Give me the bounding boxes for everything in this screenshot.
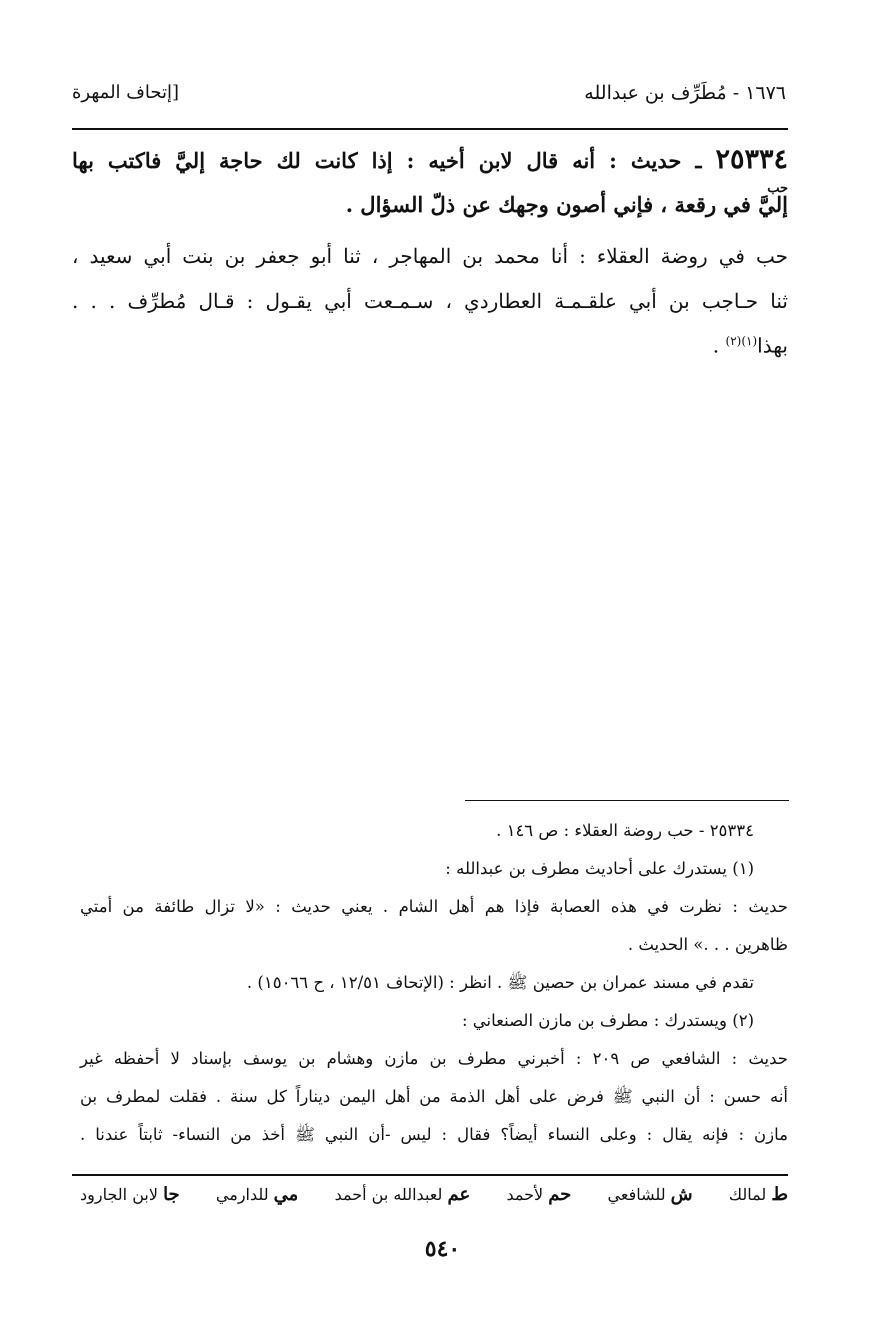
legend-item: مي للدارمي (215, 1184, 299, 1205)
legend-item: ط لمالك (728, 1184, 788, 1205)
footnote-1-line: حديث : نظرت في هذه العصابة فإذا هم أهل الشام . يعني حديث : «لا تزال طائفة من أمتي (80, 897, 788, 916)
footnotes (80, 812, 788, 1154)
legend-item: جا لابن الجارود (80, 1184, 180, 1205)
isnad-end: . (712, 333, 726, 358)
header-rule (72, 128, 788, 130)
page-number: ٥٤٠ (424, 1236, 461, 1262)
hadith-line-2 (72, 182, 788, 226)
hadith-line-4 (72, 274, 788, 318)
hadith-text-2: إليَّ في رقعة ، فإني أصون وجهك عن ذلّ السؤال . (345, 192, 788, 217)
isnad-text-2: ثنا حـاجب بن أبي علقـمـة العطاردي ، سـمـعت أبي يقـول : قـال مُطرِّف . . . (72, 289, 789, 313)
page-header (72, 80, 786, 116)
legend-item: عم لعبدالله بن أحمد (334, 1184, 471, 1205)
hadith-number: ٢٥٣٣٤ (715, 144, 789, 175)
footnote-2-line: حديث : الشافعي ص ٢٠٩ : أخبرني مطرف بن مازن وهشام بن يوسف بإسناد لا أحفظه غير (80, 1049, 788, 1068)
footnote-2-line: أنه حسن : أن النبي ﷺ فرض على أهل الذمة من أهل اليمن ديناراً كل سنة . فقلت لمطرف بن (80, 1087, 788, 1106)
footnotes-rule (465, 800, 789, 801)
footnote-1-title: (١) يستدرك على أحاديث مطرف بن عبدالله : (445, 859, 754, 878)
legend-rule (72, 1174, 788, 1176)
source-code-mark: حب (767, 181, 788, 196)
legend-item: حم لأحمد (506, 1184, 572, 1205)
hadith-entry (72, 142, 788, 358)
footnote-1-line: ظاهرين . . .» الحديث . (627, 935, 788, 954)
hadith-line-3 (72, 226, 788, 274)
hadith-text-1: ـ حديث : أنه قال لابن أخيه : إذا كانت لك حاجة إليَّ فاكتب بها (72, 148, 702, 173)
legend-item: ش للشافعي (607, 1184, 693, 1205)
footnote-1-line: تقدم في مسند عمران بن حصين ﷺ . انظر : (الإتحاف ١٢/٥١ ، ح ١٥٠٦٦) . (246, 973, 754, 992)
isnad-text-1: حب في روضة العقلاء : أنا محمد بن المهاجر ، ثنا أبو جعفر بن بنت أبي سعيد ، (72, 244, 788, 268)
running-title-chapter: ١٦٧٦ - مُطَرِّف بن عبدالله (584, 82, 786, 104)
hadith-line-5 (72, 318, 788, 358)
footnote-2-title: (٢) ويستدرك : مطرف بن مازن الصنعاني : (462, 1011, 754, 1030)
footnote-source: ٢٥٣٣٤ - حب روضة العقلاء : ص ١٤٦ . (496, 821, 754, 840)
footnote-refs: (١)(٢) (725, 334, 758, 348)
isnad-text-3: بهذا (757, 333, 788, 358)
running-title-book: [إتحاف المهرة (72, 82, 180, 103)
hadith-line-1 (72, 142, 788, 182)
abbreviation-legend (80, 1184, 788, 1205)
footnote-2-line: مازن : فإنه يقال : وعلى النساء أيضاً؟ فقال : ليس -أن النبي ﷺ أخذ من النساء- ثابتاً عندنا . (80, 1125, 788, 1144)
